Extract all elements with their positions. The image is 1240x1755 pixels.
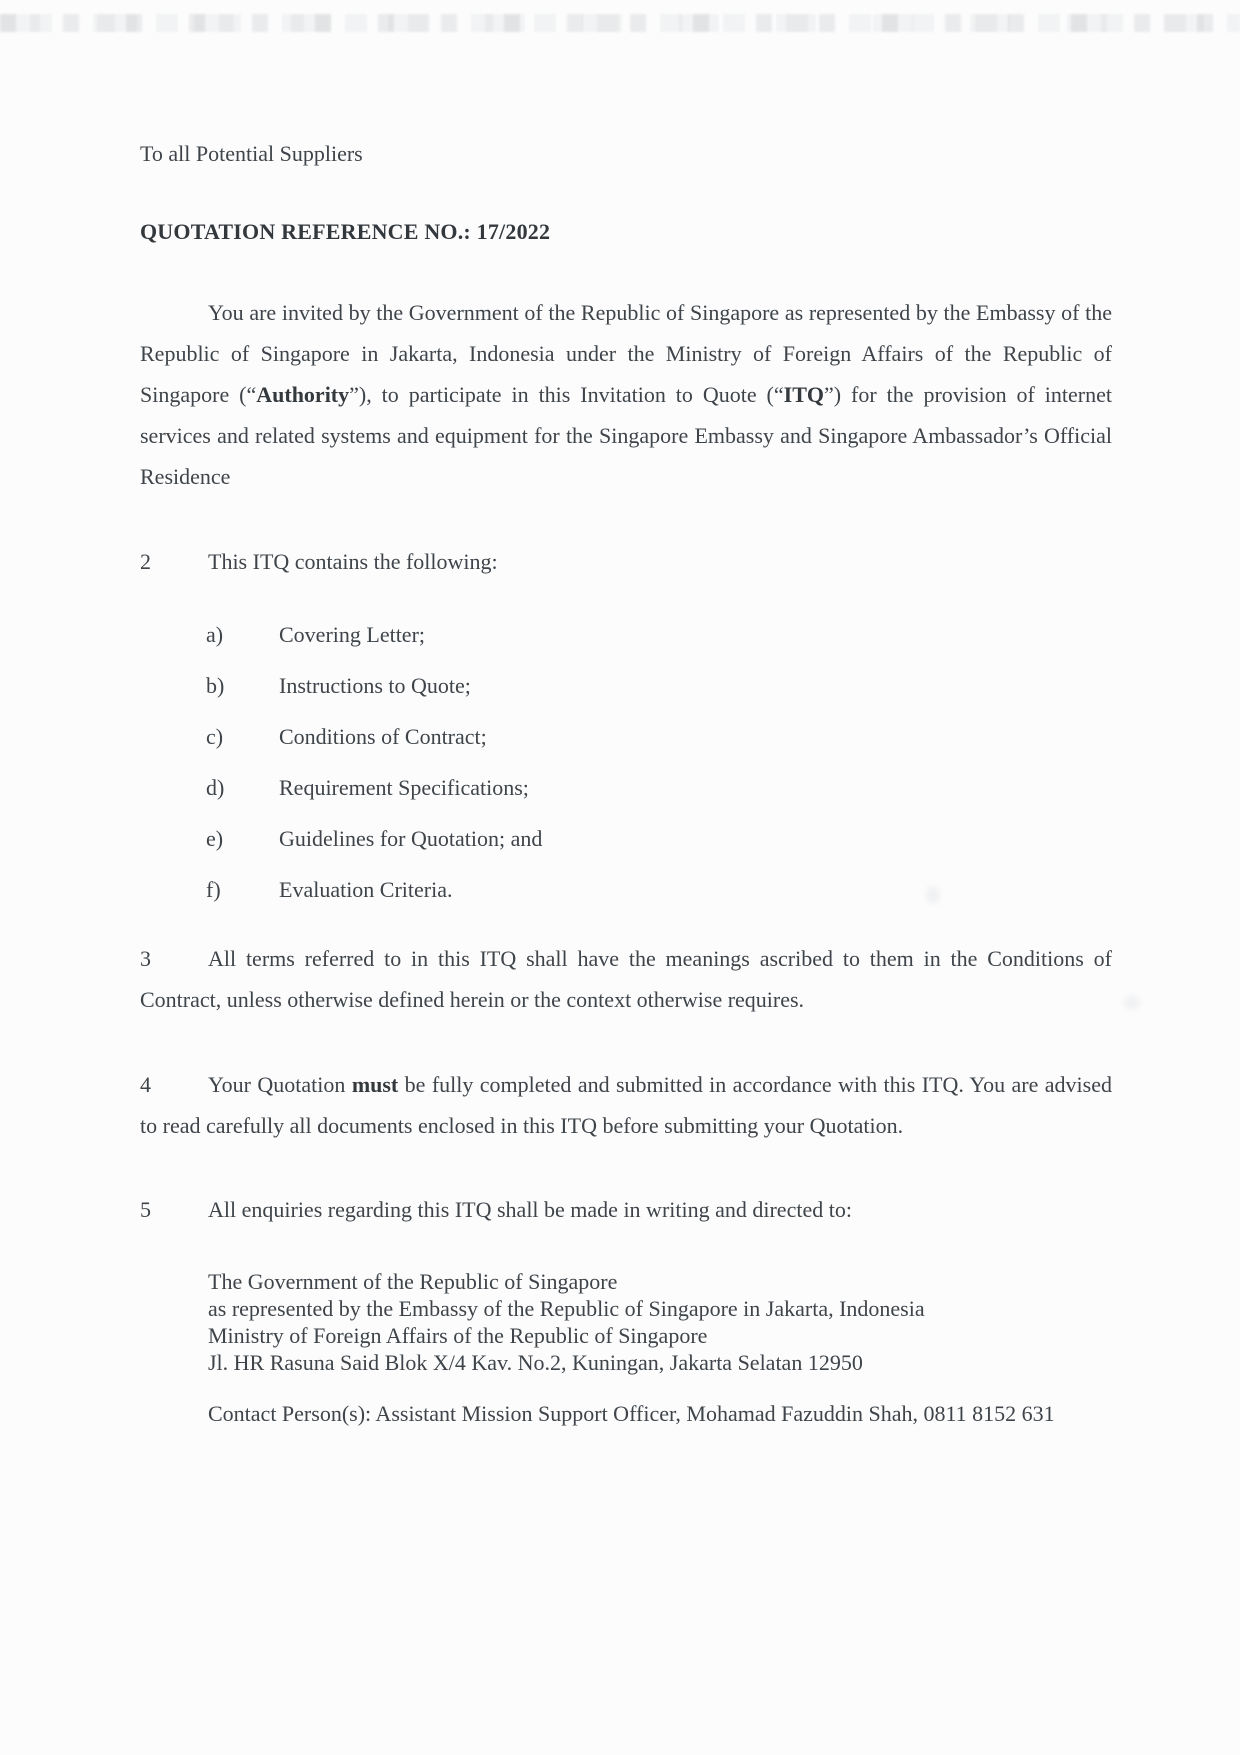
- scan-smudge: [1124, 996, 1140, 1010]
- item-5-text: All enquiries regarding this ITQ shall be made in writing and directed to:: [208, 1197, 852, 1222]
- item-4: [140, 1064, 1112, 1146]
- address-line: Ministry of Foreign Affairs of the Republic of Singapore: [208, 1323, 708, 1348]
- list-item: [140, 877, 1112, 902]
- list-item: [140, 775, 1112, 800]
- list-item-label: c): [206, 724, 224, 749]
- itq-contents-list: [140, 622, 1112, 902]
- item-5: [140, 1189, 1112, 1230]
- item-5-number: 5: [140, 1197, 151, 1222]
- list-item-label: f): [206, 877, 221, 902]
- list-item-text: Instructions to Quote;: [279, 673, 471, 698]
- intro-paragraph: [140, 292, 1112, 497]
- contact-person-text: Contact Person(s): Assistant Mission Support Officer, Mohamad Fazuddin Shah, 0811 8152 631: [208, 1401, 1055, 1426]
- address-line: The Government of the Republic of Singapore: [208, 1269, 618, 1294]
- quotation-reference-heading: QUOTATION REFERENCE NO.: 17/2022: [140, 219, 551, 244]
- list-item: [140, 673, 1112, 698]
- list-item: [140, 622, 1112, 647]
- list-item-text: Evaluation Criteria.: [279, 877, 453, 902]
- list-item-text: Guidelines for Quotation; and: [279, 826, 543, 851]
- list-item-label: d): [206, 775, 225, 800]
- item-2: [140, 541, 1112, 582]
- item-4-text-after-bold: be fully completed and submitted in accordance with this ITQ. You are advised to read carefully all documents enclosed in this ITQ before submitting your Quotation.: [140, 1072, 1112, 1138]
- item-4-number: 4: [140, 1072, 151, 1097]
- must-term: must: [351, 1072, 399, 1097]
- contact-person-block: [140, 1397, 1112, 1431]
- list-item-label: b): [206, 673, 225, 698]
- intro-text-before-authority: You are invited by the Government of the Republic of Singapore as represented by the Embassy of the Republic of Singapore in Jakarta, Indonesia under the Ministry of Foreign Affairs of the Republic of Singapore (“: [140, 300, 1112, 407]
- item-3: [140, 938, 1112, 1020]
- authority-address-block: [140, 1268, 1112, 1376]
- list-item-text: Requirement Specifications;: [279, 775, 529, 800]
- salutation: To all Potential Suppliers: [140, 141, 363, 166]
- list-item-label: e): [206, 826, 224, 851]
- authority-term: Authority: [256, 382, 350, 407]
- item-3-text: All terms referred to in this ITQ shall have the meanings ascribed to them in the Conditions of Contract, unless otherwise defined herein or the context otherwise requires.: [140, 946, 1112, 1012]
- address-line: as represented by the Embassy of the Republic of Singapore in Jakarta, Indonesia: [208, 1296, 925, 1321]
- item-4-text-before-bold: Your Quotation: [208, 1072, 352, 1097]
- item-2-text: This ITQ contains the following:: [208, 549, 498, 574]
- document-content: [140, 0, 1112, 1431]
- list-item: [140, 826, 1112, 851]
- address-line: Jl. HR Rasuna Said Blok X/4 Kav. No.2, Kuningan, Jakarta Selatan 12950: [208, 1350, 863, 1375]
- list-item-label: a): [206, 622, 224, 647]
- intro-text-after-itq: ”) for the provision of internet services and related systems and equipment for the Singapore Embassy and Singapore Ambassador’s Official Residence: [140, 382, 1112, 489]
- intro-text-between: ”), to participate in this Invitation to Quote (“: [349, 382, 784, 407]
- list-item-text: Conditions of Contract;: [279, 724, 487, 749]
- itq-term: ITQ: [783, 382, 825, 407]
- list-item-text: Covering Letter;: [279, 622, 426, 647]
- item-3-number: 3: [140, 946, 151, 971]
- list-item: [140, 724, 1112, 749]
- item-2-number: 2: [140, 549, 151, 574]
